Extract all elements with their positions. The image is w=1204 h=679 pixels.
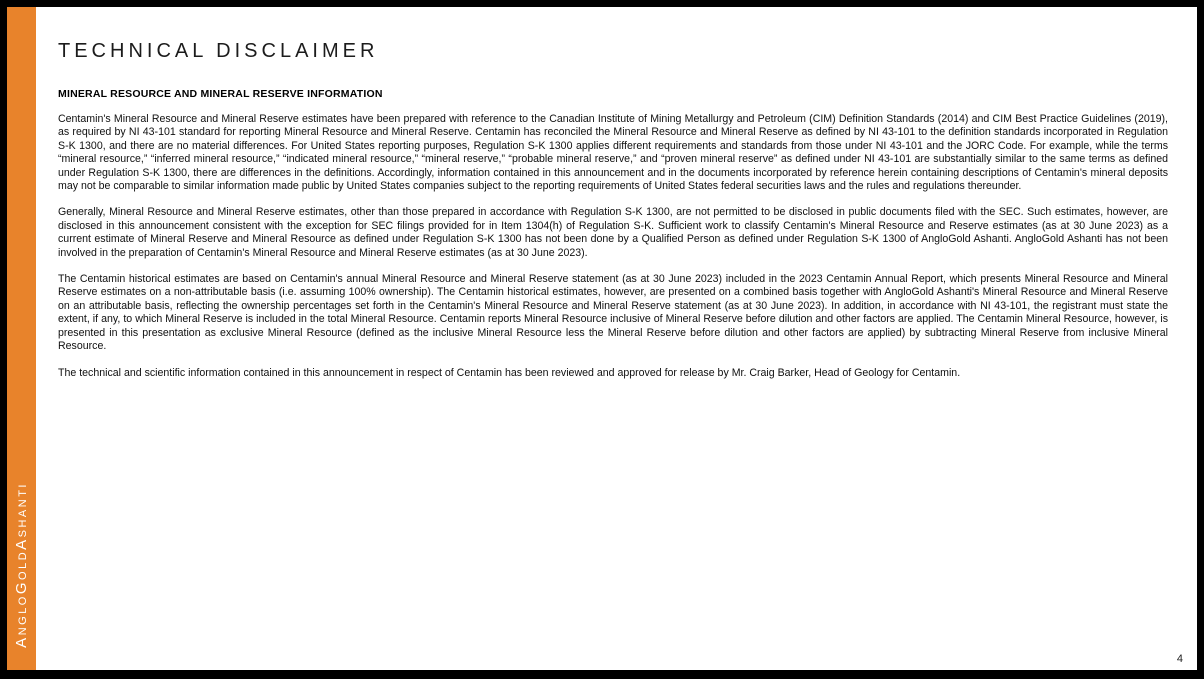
brand-wordmark: AngloGoldAshanti bbox=[13, 482, 30, 648]
slide bbox=[7, 7, 1197, 670]
disclaimer-paragraph-4: The technical and scientific information contained in this announcement in respect of Centamin has been reviewed and approved for release by Mr. Craig Barker, Head of Geology for Centamin. bbox=[58, 366, 961, 379]
disclaimer-paragraph-1: Centamin's Mineral Resource and Mineral Reserve estimates have been prepared with reference to the Canadian Institute of Mining Metallurgy and Petroleum (CIM) Definition Standards (2014) and CIM Best Practice Guidelines (2019), as required by NI 43-101 standard for reporting Mineral Resource and Mineral Reserve. Centamin has reconciled the Mineral Resource and Mineral Reserve as defined by NI 43-101 to the definition standards incorporated in Regulation S-K 1300, and there are no material differences. For United States reporting purposes, Regulation S-K 1300 applies different requirements and standards from those under NI 43-101 and the JORC Code. For example, while the terms “mineral resource,” “inferred mineral resource,” “indicated mineral resource,” “mineral reserve,” “probable mineral reserve,” and “proven mineral reserve” as defined under NI 43-101 are substantially similar to the same terms as defined under Regulation S-K 1300, there are differences in the definitions. Accordingly, information contained in this announcement and in the documents incorporated by reference herein containing descriptions of Centamin's mineral deposits may not be comparable to similar information made public by United States companies subject to the reporting requirements of United States federal securities laws and the rules and regulations thereunder. bbox=[58, 113, 1168, 193]
brand-sidebar bbox=[7, 7, 36, 670]
page-number: 4 bbox=[1176, 653, 1183, 665]
slide-content bbox=[58, 7, 1168, 380]
disclaimer-paragraph-2: Generally, Mineral Resource and Mineral Reserve estimates, other than those prepared in accordance with Regulation S-K 1300, are not permitted to be disclosed in public documents filed with the SEC. Such estimates, however, are disclosed in this announcement consistent with the exception for SEC filings provided for in Item 1304(h) of Regulation S-K. Sufficient work to classify Centamin's Mineral Resource and Reserve estimates (as at 30 June 2023) as a current estimate of Mineral Reserve and Mineral Resource as defined under Regulation S-K 1300 has not been done by a Qualified Person as defined under Regulation S-K 1300 of AngloGold Ashanti. AngloGold Ashanti has not been involved in the preparation of Centamin's Mineral Resource and Mineral Reserve estimates (as at 30 June 2023). bbox=[58, 206, 1168, 259]
disclaimer-paragraph-3: The Centamin historical estimates are based on Centamin's annual Mineral Resource and Mineral Reserve statement (as at 30 June 2023) included in the 2023 Centamin Annual Report, which presents Mineral Resource and Mineral Reserve estimates on a non-attributable basis (i.e. assuming 100% ownership). The Centamin historical estimates, however, are presented on a combined basis together with AngloGold Ashanti's Mineral Resource and Mineral Reserve on an attributable basis, reflecting the ownership percentages set forth in the Centamin's Mineral Resource and Mineral Reserve statement (as at 30 June 2023). In addition, in accordance with NI 43-101, the registrant must state the extent, if any, to which Mineral Reserve is included in the total Mineral Resource. Centamin reports Mineral Resource inclusive of Mineral Reserve before dilution and other factors are applied. The Centamin Mineral Resource, however, is presented in this presentation as exclusive Mineral Resource (defined as the inclusive Mineral Resource less the Mineral Reserve before dilution and other factors are applied) by subtracting Mineral Reserve from inclusive Mineral Resource. bbox=[58, 273, 1168, 353]
section-heading: MINERAL RESOURCE AND MINERAL RESERVE INFORMATION bbox=[58, 88, 383, 100]
page-title: TECHNICAL DISCLAIMER bbox=[58, 40, 379, 62]
